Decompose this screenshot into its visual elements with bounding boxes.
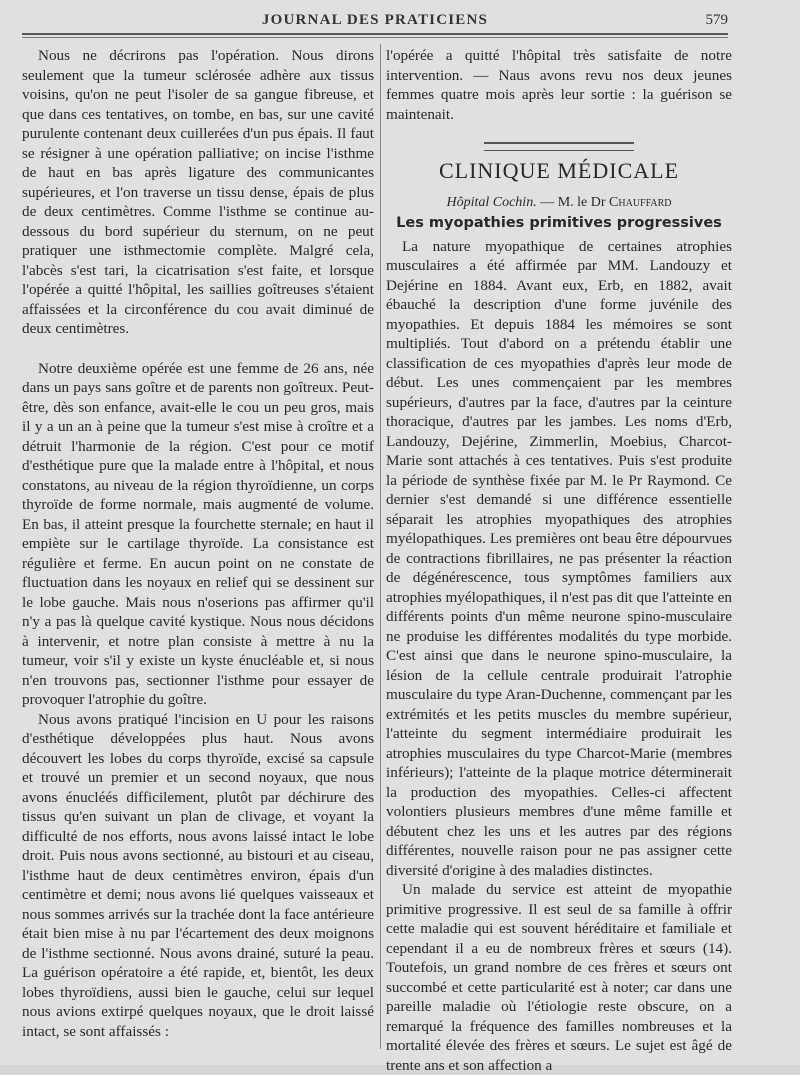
paragraph: Un malade du service est atteint de myopathie primitive progressive. Il est seul de sa famille à offrir cette maladie qui est souvent héréditaire et familiale et cependant il a eu de nombreux frères et sœurs (14). Toutefois, un grand nombre de ces frères et sœurs ont succombé et cette particularité est à noter; car dans une pareille maladie où l'étiologie reste obscure, on a remarqué la fréquence des familles nombreuses et la mortalité élevée des frères et sœurs. Le sujet est âgé de trente ans et son affection a (386, 881, 732, 1074)
header-rule (22, 33, 728, 35)
paragraph: La nature myopathique de certaines atrophies musculaires a été affirmée par MM. Landouzy et Dejérine en 1884. Avant eux, Erb, en 1882, avait ébauché la description d'une forme juvénile des myopathies. Et depuis 1884 les mémoires se sont multipliés. Tout d'abord on a prétendu établir une classification de ces myopathies d'après leur mode de début. Les unes commençaient par les membres supérieurs, d'autres par la face, d'autres par la ceinture thoracique, d'autres par les jambes. Les noms d'Erb, Landouzy, Dejérine, Zimmerlin, Moebius, Charcot-Marie sont attachés à ces tentatives. Puis s'est produite la période de synthèse fixée par M. le Pr Raymond. Ce dernier s'est demandé si une différence essentielle séparait les atrophies myopathiques des atrophies myélopathiques. Les premières ont beau être dépourvues de contractions fibrillaires, ne pas présenter la réaction de dégénérescence, tous symptômes familiers aux atrophies myélopathiques, il n'est pas dit que l'atteinte en différents points d'un même neurone spino-musculaire ne produise les différentes modalités du type morbide. C'est ainsi que dans le neurone spino-musculaire, la lésion de la cellule centrale produirait l'atrophie musculaire du type Aran-Duchenne, commençant par les extrémités et les petits muscles du membre supérieur, l'atteinte du segment intermédiaire produirait les atrophies musculaires du type Charcot-Marie (membres inférieurs); l'atteinte de la plaque motrice déterminerait la production des myopathies. Celles-ci affectent volontiers plusieurs membres d'une même famille et débutent chez les uns et les autres par des régions différentes, nouvelle raison pour ne pas assigner cette diversité d'origine à des maladies distinctes. (386, 237, 732, 879)
running-header (22, 10, 728, 32)
column-divider (380, 44, 381, 1049)
right-column (386, 46, 732, 1075)
hospital-line (386, 193, 732, 213)
doctor-name: Chauffard (609, 194, 672, 210)
header-rule-thin (22, 37, 728, 38)
paragraph-gap (22, 339, 374, 359)
paragraph: Notre deuxième opérée est une femme de 26 ans, née dans un pays sans goître et de parents non goîtreux. Peut-être, dès son enfance, avait-elle le cou un peu gros, mais il y a un an à peine que la tumeur s'est mise à croître et a détruit l'harmonie de la région. C'est pour ce motif d'esthétique pure que la malade entre à l'hôpital, et nous constatons, au niveau de la région thyroïdienne, un corps thyroïde de forme normale, mais augmenté de volume. En bas, il atteint presque la fourchette sternale; en haut il empiète sur le cartilage thyroïde. La consistance est régulière et ferme. En aucun point on ne constate de fluctuation dans les noyaux en relief qui se dessinent sur le lobe gauche. Mais nous n'oserions pas affirmer qu'il n'y a pas là quelque cavité kystique. Nous nous décidons à intervenir, et notre plan consiste à mettre à nu la tumeur, voir s'il y existe un kyste énucléable et, si nous n'en trouvons pas, sectionner l'isthme pour essayer de provoquer l'atrophie du goître. (22, 359, 374, 708)
left-column (22, 46, 374, 1041)
paragraph: Nous avons pratiqué l'incision en U pour les raisons d'esthétique développées plus haut. Nous avons découvert les lobes du corps thyroïde, excisé sa capsule et trouvé un premier et un second noyaux, que nous avons énucléés difficilement, plutôt par déchirure des tissus qu'en suivant un plan de clivage, et voyant la difficulté de nos efforts, nous avons laissé intact le lobe droit. Puis nous avons sectionné, au bistouri et au ciseau, l'isthme haut de deux centimètres environ, épais d'un centimètre et demi; nous avons lié quelques vaisseaux et nous sommes arrivés sur la trachée dont la face antérieure était bien mise à nu par l'écartement des deux moignons de l'isthme sectionné. Nous avons drainé, suturé la peau. La guérison opératoire a été rapide, et, bientôt, les deux lobes thyroïdiens, aussi bien le gauche, celui sur lequel nous avions extirpé quelques noyaux, que le droit laissé intact, se sont affaissés : (22, 710, 374, 1040)
ornament-rule (484, 142, 634, 151)
article-title: Les myopathies primitives progressives (396, 215, 722, 231)
paragraph: Nous ne décrirons pas l'opération. Nous dirons seulement que la tumeur sclérosée adhère aux tissus voisins, qu'on ne peut l'isoler de sa gangue fibreuse, et que dans ces tentatives, on tombe, en bas, sur une cavité purulente contenant deux cuillerées d'un pus épais. Il faut se résigner à une opération palliative; on incise l'isthme de haut en bas après ligature des communicantes supérieures, et l'on traverse un tissu dense, épais de plus de deux centimètres. Comme l'isthme se continue au-dessous du bord supérieur du sternum, on ne peut pratiquer une isthmectomie complète. Malgré cela, l'abcès s'est tari, la cicatrisation s'est faite, et lorsque l'opérée a quitté l'hôpital, les saillies goîtreuses s'étaient affaissées et la circonférence du cou avait diminué de deux centimètres. (22, 47, 374, 337)
section-heading-block (386, 142, 732, 181)
paragraph: l'opérée a quitté l'hôpital très satisfaite de notre intervention. — Naus avons revu nos deux jeunes femmes quatre mois après leur sortie : la guérison se maintenait. (386, 47, 732, 123)
journal-title: JOURNAL DES PRATICIENS (261, 12, 489, 28)
page-number: 579 (705, 12, 728, 28)
hospital-name: Hôpital Cochin. (446, 194, 537, 210)
section-title: CLINIQUE MÉDICALE (438, 158, 680, 183)
hospital-sep: — M. le Dr (536, 194, 610, 210)
